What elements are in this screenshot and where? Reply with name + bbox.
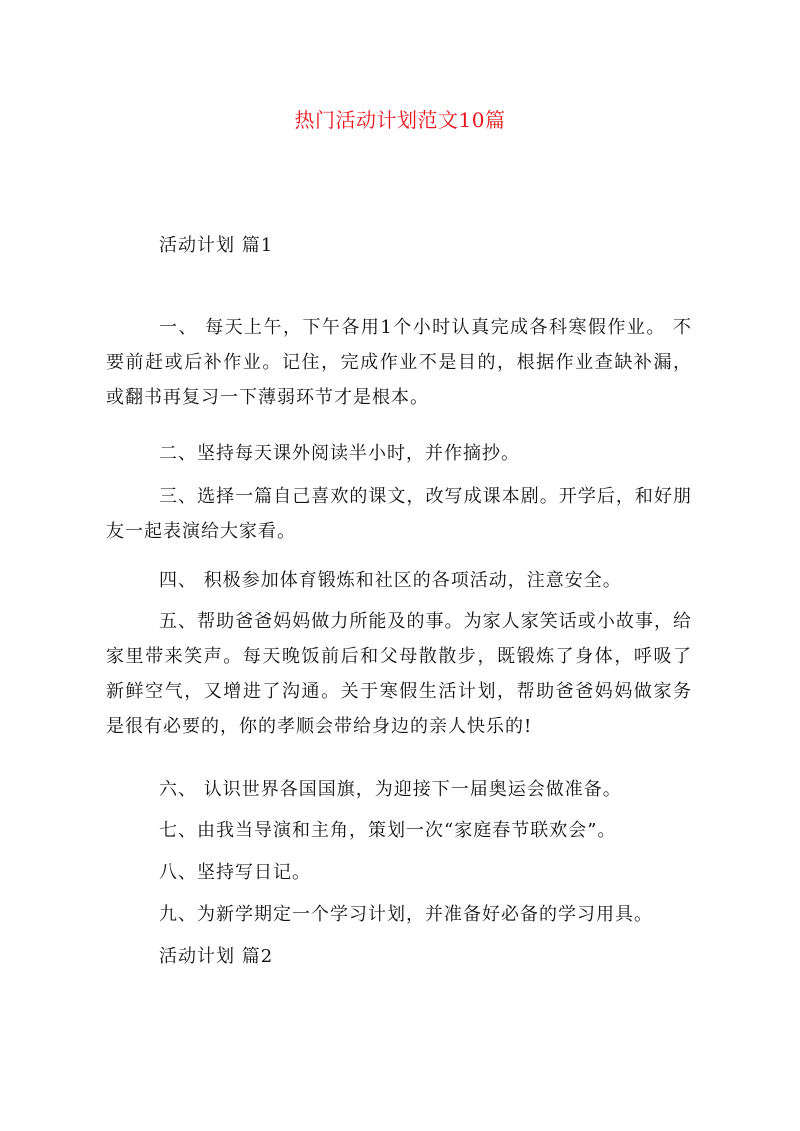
list-item-4: 四、 积极参加体育锻炼和社区的各项活动，注意安全。: [159, 570, 622, 591]
section-heading-1: 活动计划 篇1: [159, 235, 274, 256]
list-item-2: 二、坚持每天课外阅读半小时，并作摘抄。: [159, 443, 520, 464]
list-item-7: 七、由我当导演和主角，策划一次“家庭春节联欢会”。: [159, 820, 617, 841]
section-heading-2: 活动计划 篇2: [159, 946, 274, 967]
list-item-3: 三、选择一篇自己喜欢的课文，改写成课本剧。开学后，和好朋友一起表演给大家看。: [106, 486, 692, 542]
list-item-1: 一、 每天上午，下午各用1个小时认真完成各科寒假作业。 不要前赶或后补作业。记住，完成作业不是目的，根据作业查缺补漏，或翻书再复习一下薄弱环节才是根本。: [106, 317, 692, 408]
document-title: 热门活动计划范文10篇: [294, 108, 506, 132]
list-item-6: 六、 认识世界各国国旗，为迎接下一届奥运会做准备。: [159, 779, 622, 800]
list-item-8: 八、坚持写日记。: [159, 862, 311, 883]
list-item-9: 九、为新学期定一个学习计划，并准备好必备的学习用具。: [159, 904, 653, 925]
list-item-5: 五、帮助爸爸妈妈做力所能及的事。为家人家笑话或小故事，给家里带来笑声。每天晚饭前后和父母散散步，既锻炼了身体，呼吸了新鲜空气，又增进了沟通。关于寒假生活计划，帮助爸爸妈妈做家务是很有必要的，你的孝顺会带给身边的亲人快乐的!: [106, 611, 692, 737]
